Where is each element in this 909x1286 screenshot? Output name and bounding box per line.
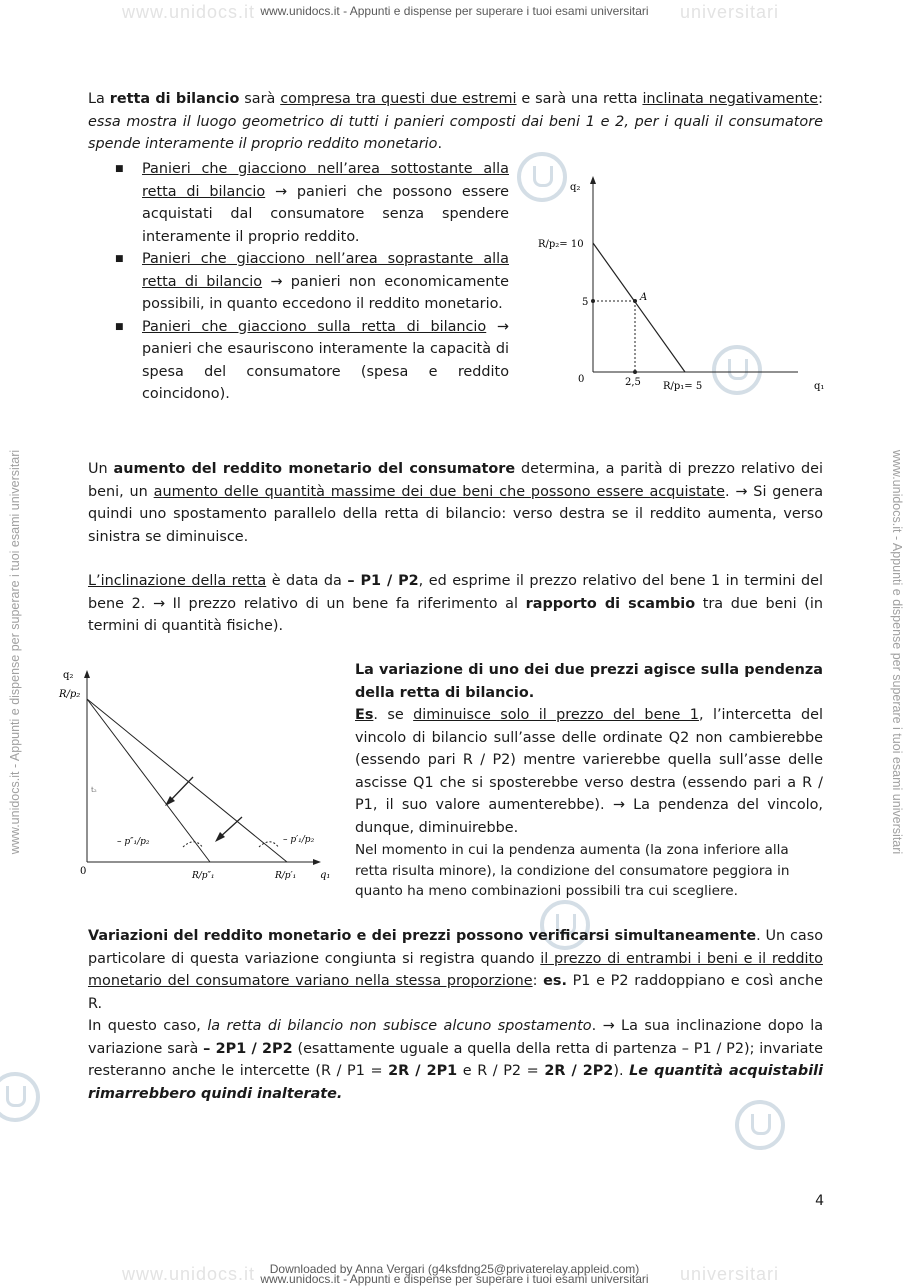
paragraph-slope: L’inclinazione della retta è data da – P1 / P2, ed esprime il prezzo relativo del bene 1 in termini del bene 2. → Il prezzo relativo di un bene fa riferimento al rapporto di scambio tra due beni (in termini di quantità fisiche). xyxy=(88,573,823,634)
label-x25: 2,5 xyxy=(625,377,641,388)
side-watermark-left: www.unidocs.it - Appunti e dispense per superare i tuoi esami universitari xyxy=(8,449,22,855)
angle-arc xyxy=(183,842,203,848)
footer-line: www.unidocs.it - Appunti e dispense per superare i tuoi esami universitari xyxy=(260,1272,649,1286)
page-number: 4 xyxy=(815,1193,824,1209)
label-rp1p: R/p′₁ xyxy=(275,871,297,881)
label-a: A xyxy=(640,292,648,303)
label-zero: 0 xyxy=(80,866,87,877)
budget-line-graph xyxy=(530,170,850,395)
paragraph-no-shift: In questo caso, la retta di bilancio non subisce alcuno spostamento. → La sua inclinazione dopo la variazione sarà – 2P1 / 2P2 (esattamente uguale a quella della retta di partenza – P1 / P2); invariate resteranno anche le intercette (R / P1 = 2R / 2P1 e R / P2 = 2R / 2P2). Le quantità acquistabili rimarrebbero quindi inalterate. xyxy=(88,1018,824,1102)
list-item: ■ Panieri che giacciono nell’area sottostante alla retta di bilancio → panieri che possono essere acquistati dal consumatore senza spendere interamente il proprio reddito. xyxy=(115,161,509,245)
paragraph-simultaneous: Variazioni del reddito monetario e dei prezzi possono verificarsi simultaneamente. Un caso particolare di questa variazione congiunta si registra quando il prezzo di entrambi i beni e il reddito monetario del consumatore variano nella stessa proporzione: es. P1 e P2 raddoppiano e così anche R. xyxy=(88,928,823,1012)
label-q1: q₁ xyxy=(814,381,825,392)
watermark-top-left: www.unidocs.it xyxy=(122,2,256,22)
label-q2: q₂ xyxy=(63,670,74,681)
shift-arrow xyxy=(169,777,193,802)
y-axis-arrow-icon xyxy=(590,176,596,184)
paragraph-budget-line: La retta di bilancio sarà compresa tra questi due estremi e sarà una retta inclinata negativamente: essa mostra il luogo geometrico di tutti i panieri composti dai beni 1 e 2, per i quali il consumatore spende interamente il proprio reddito monetario. xyxy=(88,91,823,152)
watermark-top-right: universitari xyxy=(680,2,780,22)
paragraph-price-variation: La variazione di uno dei due prezzi agisce sulla pendenza della retta di bilancio. Es. se diminuisce solo il prezzo del bene 1, l’intercetta del vincolo di bilancio sull’asse delle ordinate Q2 non cambierebbe (essendo pari R / P2) mentre varierebbe quella sull’asse delle ascisse Q1 che si sposterebbe verso destra (essendo pari a R / P1, il suo valore aumenterebbe). → La pendenza del vincolo, dunque, diminuirebbe. xyxy=(355,662,824,836)
label-slope-p: – p′₁/p₂ xyxy=(283,835,315,845)
point-x25 xyxy=(633,370,637,374)
label-small: t₂ xyxy=(91,786,97,794)
footer-downloaded: Downloaded by Anna Vergari (g4ksfdng25@privaterelay.appleid.com) xyxy=(269,1262,640,1276)
watermark-bottom-left: www.unidocs.it xyxy=(122,1264,256,1284)
label-rp1: R/p₁= 5 xyxy=(663,381,703,392)
basket-bullet-list xyxy=(115,158,509,406)
price-change-graph xyxy=(55,662,345,887)
unidocs-logo-icon xyxy=(0,1072,40,1122)
side-watermark-right: www.unidocs.it - Appunti e dispense per superare i tuoi esami universitari xyxy=(890,449,904,855)
paragraph-slope-increase: Nel momento in cui la pendenza aumenta (la zona inferiore alla retta risulta minore), la condizione del consumatore peggiora in quanto ha meno combinazioni possibili tra cui scegliere. xyxy=(355,842,790,899)
label-rp2: R/p₂= 10 xyxy=(538,239,584,250)
label-rp2: R/p₂ xyxy=(59,689,81,700)
budget-line xyxy=(593,243,685,372)
watermark-bottom-right: universitari xyxy=(680,1264,780,1284)
paragraph-income-increase: Un aumento del reddito monetario del consumatore determina, a parità di prezzo relativo dei beni, un aumento delle quantità massime dei due beni che possono essere acquistate. → Si genera quindi uno spostamento parallelo della retta di bilancio: verso destra se il reddito aumenta, verso sinistra se diminuisce. xyxy=(88,461,824,545)
label-q2: q₂ xyxy=(570,182,581,193)
point-y5 xyxy=(591,299,595,303)
label-zero: 0 xyxy=(578,374,585,385)
label-q1: q₁ xyxy=(320,870,331,881)
header-line: www.unidocs.it - Appunti e dispense per superare i tuoi esami universitari xyxy=(260,4,649,18)
unidocs-logo-icon xyxy=(735,1100,785,1150)
label-slope-pp: – p″₁/p₂ xyxy=(117,837,150,847)
point-a xyxy=(633,299,637,303)
label-five: 5 xyxy=(582,297,589,308)
label-rp1pp: R/p″₁ xyxy=(192,871,215,881)
list-item: ■ Panieri che giacciono nell’area soprastante alla retta di bilancio → panieri non economicamente possibili, in quanto eccedono il reddito monetario. xyxy=(115,251,509,312)
x-axis-arrow-icon xyxy=(313,859,321,865)
y-axis-arrow-icon xyxy=(84,670,90,678)
list-item: ■ Panieri che giacciono sulla retta di bilancio → panieri che esauriscono interamente la capacità di spesa del consumatore (spesa e reddito coincidono). xyxy=(115,318,509,402)
